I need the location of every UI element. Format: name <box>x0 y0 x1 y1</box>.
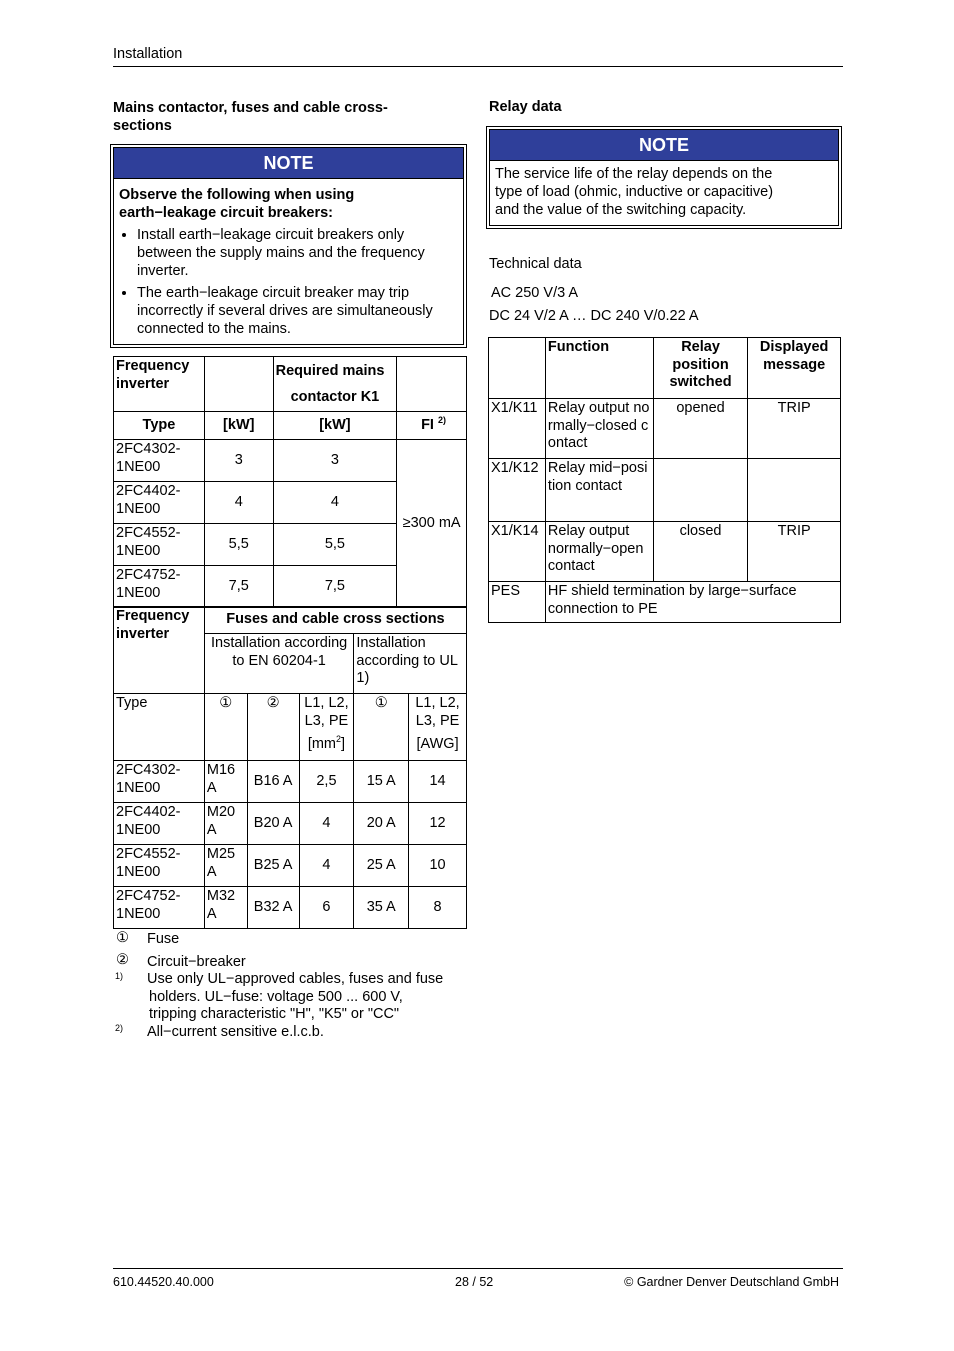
left-heading-line1: Mains contactor, fuses and cable cross- <box>113 100 388 116</box>
relay-id: X1/K11 <box>489 399 546 459</box>
table-row <box>114 845 467 887</box>
t1-kw: 4 <box>204 482 273 524</box>
table-row <box>114 440 467 482</box>
relay-id: X1/K14 <box>489 522 546 582</box>
relay-h-position: Relay position switched <box>653 338 748 399</box>
t2-h-ul-fuse-symbol: ① <box>354 694 409 761</box>
footnote-1-line2: holders. UL−fuse: voltage 500 ... 600 V, <box>149 989 403 1005</box>
right-note-line1: The service life of the relay depends on the <box>495 166 773 182</box>
t1-type: 2FC4402-1NE00 <box>114 482 205 524</box>
t2-type: 2FC4752-1NE00 <box>114 887 205 929</box>
footnote-fuse-text: Fuse <box>147 931 180 947</box>
t2-h-mm-sup: 2 <box>336 734 342 745</box>
t1-h-kw: [kW] <box>204 412 273 440</box>
header-section: Installation <box>113 46 183 62</box>
t2-fuse: M32 A <box>204 887 247 929</box>
t2-ul-fuse: 15 A <box>354 761 409 803</box>
left-heading-line2: sections <box>113 118 172 134</box>
t2-h-mm-end: ] <box>341 736 346 752</box>
right-note <box>486 126 842 229</box>
fuses-table <box>113 606 467 929</box>
t1-k1: 4 <box>273 482 397 524</box>
table-row <box>489 582 841 623</box>
footnote-fuse-symbol: ① <box>116 930 129 946</box>
footnote-1-line3: tripping characteristic "H", "K5" or "CC" <box>149 1006 400 1022</box>
t2-h-ul: Installation according to UL 1) <box>354 634 467 694</box>
t2-type: 2FC4402-1NE00 <box>114 803 205 845</box>
table-row <box>489 399 841 459</box>
footer-docnum: 610.44520.40.000 <box>113 1275 214 1289</box>
t2-h-l-ul: L1, L2, L3, PE <box>415 695 460 729</box>
left-note-intro-line1: Observe the following when using <box>119 187 355 203</box>
t2-h-freq: Frequency inverter <box>114 607 205 694</box>
left-heading <box>113 99 443 135</box>
t2-ul-fuse: 35 A <box>354 887 409 929</box>
t2-ul-fuse: 25 A <box>354 845 409 887</box>
footnote-1-line1: Use only UL−approved cables, fuses and fuse <box>147 971 444 987</box>
footnote-cb-symbol: ② <box>116 952 129 968</box>
t2-fuse: M16 A <box>204 761 247 803</box>
left-note-title: NOTE <box>114 148 463 179</box>
relay-function: Relay mid−position contact <box>545 459 653 522</box>
t2-cb: B32 A <box>247 887 299 929</box>
contactor-table <box>113 356 467 608</box>
t1-kw: 5,5 <box>204 524 273 566</box>
t1-k1: 5,5 <box>273 524 397 566</box>
footnote-2-text: All−current sensitive e.l.c.b. <box>147 1024 324 1040</box>
t2-cb: B25 A <box>247 845 299 887</box>
relay-pes-description: HF shield termination by large−surface connection to PE <box>545 582 840 623</box>
relay-id: X1/K12 <box>489 459 546 522</box>
t2-h-cross-ul <box>409 694 467 761</box>
t1-type: 2FC4302-1NE00 <box>114 440 205 482</box>
left-note <box>110 144 467 348</box>
t2-awg: 14 <box>409 761 467 803</box>
t2-h-fuse-symbol: ① <box>204 694 247 761</box>
t1-fi-value: ≥300 mA <box>397 440 467 608</box>
ac-rating: AC 250 V/3 A <box>491 285 579 301</box>
relay-id: PES <box>489 582 546 623</box>
t2-fuse: M20 A <box>204 803 247 845</box>
t1-h-fi <box>397 412 467 440</box>
t2-awg: 10 <box>409 845 467 887</box>
t2-cb: B20 A <box>247 803 299 845</box>
relay-message: TRIP <box>748 522 841 582</box>
left-note-bullet: • The earth−leakage circuit breaker may trip incorrectly if several drives are simultaneously connected to the mains. <box>137 284 457 338</box>
dc-rating: DC 24 V/2 A … DC 240 V/0.22 A <box>489 308 699 324</box>
t1-h-kw-k1: [kW] <box>273 412 397 440</box>
t2-h-mm2 <box>302 736 352 754</box>
table-row <box>114 887 467 929</box>
left-note-bullets <box>119 226 457 338</box>
relay-function: Relay output normally−open contact <box>545 522 653 582</box>
t2-mm: 2,5 <box>299 761 354 803</box>
t2-awg: 8 <box>409 887 467 929</box>
t1-h-required-line2: contactor K1 <box>290 389 380 405</box>
t2-fuse: M25 A <box>204 845 247 887</box>
table-row <box>114 761 467 803</box>
footnote-1-marker: 1) <box>115 971 124 981</box>
footer-page: 28 / 52 <box>455 1275 494 1289</box>
relay-table <box>488 337 841 623</box>
t2-h-cross-en <box>299 694 354 761</box>
t1-kw: 3 <box>204 440 273 482</box>
footnote-cb-text: Circuit−breaker <box>147 954 246 970</box>
t2-type: 2FC4302-1NE00 <box>114 761 205 803</box>
t1-h-fi-sup: 2) <box>437 414 446 425</box>
t1-type: 2FC4752-1NE00 <box>114 566 205 608</box>
table-row <box>489 459 841 522</box>
right-note-line3: and the value of the switching capacity. <box>495 202 747 218</box>
t2-cb: B16 A <box>247 761 299 803</box>
relay-h-function: Function <box>545 338 653 399</box>
t2-h-fuses: Fuses and cable cross sections <box>204 607 466 634</box>
right-heading: Relay data <box>489 99 562 115</box>
t1-h-type: Type <box>114 412 205 440</box>
technical-data-label: Technical data <box>489 256 582 272</box>
footnote-2-marker: 2) <box>115 1023 124 1033</box>
table-row <box>489 522 841 582</box>
relay-h-message: Displayed message <box>748 338 841 399</box>
t2-mm: 4 <box>299 845 354 887</box>
table-row <box>114 803 467 845</box>
t1-k1: 3 <box>273 440 397 482</box>
relay-position: closed <box>653 522 748 582</box>
t2-mm: 4 <box>299 803 354 845</box>
relay-position <box>653 459 748 522</box>
relay-position: opened <box>653 399 748 459</box>
footer-copyright: © Gardner Denver Deutschland GmbH <box>624 1275 839 1289</box>
right-note-title: NOTE <box>490 130 838 161</box>
t1-h-required <box>273 357 397 412</box>
t1-h-freq: Frequency inverter <box>114 357 205 412</box>
left-note-intro <box>119 186 457 222</box>
left-note-intro-line2: earth−leakage circuit breakers: <box>119 205 333 221</box>
t1-h-fi-label: FI <box>421 416 434 433</box>
t1-type: 2FC4552-1NE00 <box>114 524 205 566</box>
t2-h-cb-symbol: ② <box>247 694 299 761</box>
left-note-bullet: • Install earth−leakage circuit breakers only between the supply mains and the frequency inverter. <box>137 226 457 280</box>
t1-k1: 7,5 <box>273 566 397 608</box>
relay-message: TRIP <box>748 399 841 459</box>
relay-message <box>748 459 841 522</box>
t2-type: 2FC4552-1NE00 <box>114 845 205 887</box>
t2-awg: 12 <box>409 803 467 845</box>
t1-h-required-line1: Required mains <box>275 363 385 379</box>
t2-h-awg: [AWG] <box>416 736 459 752</box>
header-rule <box>113 66 843 67</box>
t2-h-type: Type <box>114 694 205 761</box>
t2-h-en: Installation according to EN 60204-1 <box>204 634 354 694</box>
relay-function: Relay output normally−closed contact <box>545 399 653 459</box>
footer-rule <box>113 1268 843 1269</box>
t2-ul-fuse: 20 A <box>354 803 409 845</box>
t2-h-l-en: L1, L2, L3, PE <box>304 695 349 729</box>
t2-mm: 6 <box>299 887 354 929</box>
t2-h-mm: [mm <box>307 736 337 752</box>
t1-kw: 7,5 <box>204 566 273 608</box>
right-note-line2: type of load (ohmic, inductive or capacitive) <box>495 184 774 200</box>
